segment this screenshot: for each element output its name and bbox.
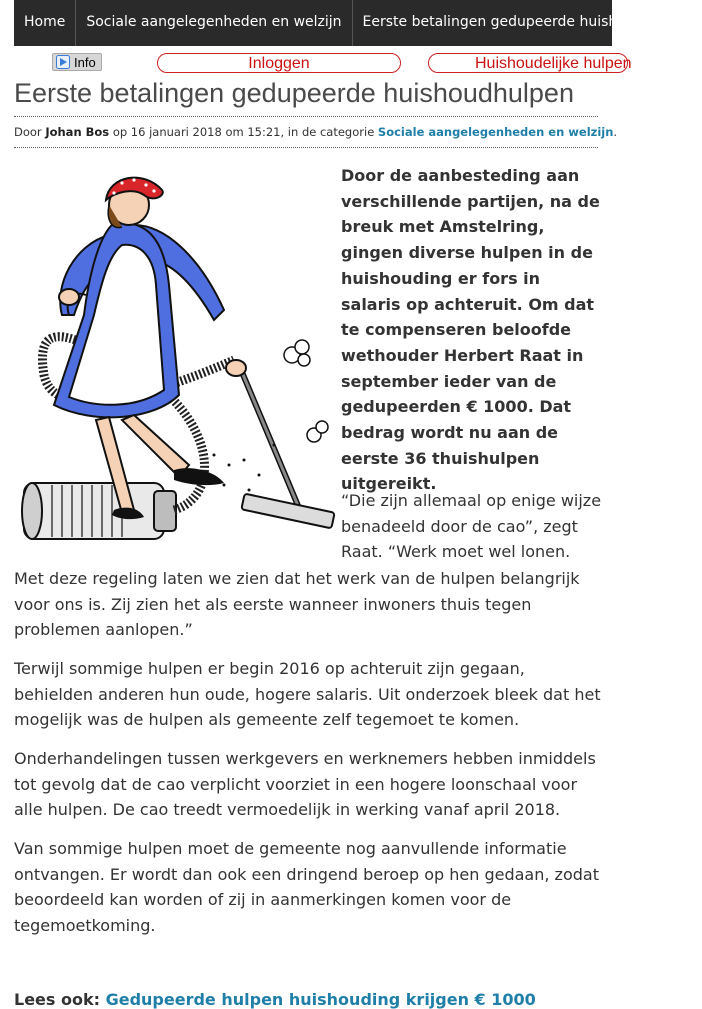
- byline: Door Johan Bos op 16 januari 2018 om 15:21, in de categorie Sociale aangelegenheden en welzijn.: [14, 125, 618, 139]
- vacuum-nozzle: [241, 494, 334, 529]
- sub-bar: [0, 50, 632, 76]
- info-button[interactable]: [52, 53, 102, 71]
- info-label: Info: [74, 54, 96, 70]
- divider: [14, 116, 598, 117]
- article-lead: Door de aanbesteding aan verschillende partijen, na de breuk met Amstelring, gingen diverse hulpen in de huishouding er fors in salaris op achteruit. Om dat te compenseren beloofde wethouder Herbert Raat in september ieder van de gedupeerden € 1000. Dat bedrag wordt nu aan de eerste 36 thuishulpen uitgereikt.: [341, 166, 600, 494]
- nav-current-article[interactable]: Eerste betalingen gedupeerde huishoudhulpen: [362, 14, 692, 30]
- divider: [14, 147, 598, 148]
- article-paragraph: Van sommige hulpen moet de gemeente nog aanvullende informatie ontvangen. Er wordt dan ook een dringend beroep op hen gedaan, zodat beoordeeld kan worden of zij in aanmerkingen komen voor de tegemoetkoming.: [14, 839, 599, 935]
- quote-paragraph-part2: Met deze regeling laten we zien dat het werk van de hulpen belangrijk voor ons is. Zij zien het als eerste wanneer inwoners thuis tegen problemen aanlopen.”: [14, 569, 580, 639]
- article-paragraph: Terwijl sommige hulpen er begin 2016 op achteruit zijn gegaan, behielden anderen hun oude, hogere salaris. Uit onderzoek bleek dat het mogelijk was de hulpen als gemeente zelf tegemoet te komen.: [14, 659, 601, 729]
- login-button[interactable]: Inloggen: [157, 53, 401, 73]
- article-title: Eerste betalingen gedupeerde huishoudhulpen: [14, 78, 574, 108]
- read-more-link[interactable]: Gedupeerde hulpen huishouding krijgen € 1000: [105, 990, 536, 1009]
- vacuum-body: [22, 483, 176, 539]
- nav-home[interactable]: Home: [14, 0, 76, 46]
- household-help-button[interactable]: Huishoudelijke hulpen: [428, 53, 628, 73]
- quote-paragraph-part1: “Die zijn allemaal op enige wijze benadeeld door de cao”, zegt Raat. “Werk moet wel lonen.: [341, 491, 602, 561]
- category-link[interactable]: Sociale aangelegenheden en welzijn: [377, 125, 614, 139]
- article-paragraph: Onderhandelingen tussen werkgevers en werknemers hebben inmiddels tot gevolg dat de cao verplicht voorziet in een hogere loonschaal voor alle hulpen. De cao treedt vermoedelijk in werking vanaf april 2018.: [14, 749, 596, 819]
- cleaning-lady-vacuum-illustration: [14, 165, 336, 545]
- dust-clouds: [284, 340, 328, 442]
- nav-social-affairs[interactable]: Sociale aangelegenheden en welzijn: [76, 0, 352, 46]
- top-navigation: [14, 0, 692, 46]
- read-more: Lees ook: Gedupeerde hulpen huishouding krijgen € 1000: [14, 990, 536, 1009]
- play-icon: [56, 55, 70, 69]
- author-link[interactable]: Johan Bos: [45, 125, 110, 139]
